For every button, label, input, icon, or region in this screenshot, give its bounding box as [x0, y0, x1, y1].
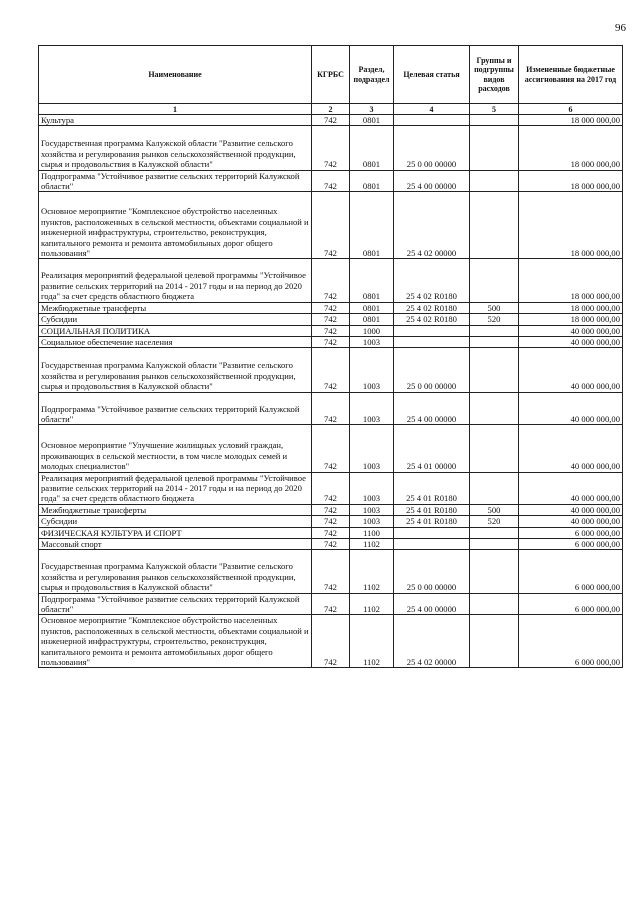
header-section: Раздел, подраздел: [350, 46, 394, 104]
row-name: [39, 516, 312, 527]
row-section: 1102: [350, 550, 394, 593]
row-group: [470, 348, 519, 392]
header-row: [39, 46, 623, 104]
row-target: 25 0 00 00000: [394, 348, 470, 392]
row-name: [39, 392, 312, 425]
row-name: [39, 504, 312, 515]
row-group: 520: [470, 314, 519, 325]
row-kgrbs: 742: [312, 170, 350, 192]
table-row: [39, 425, 623, 472]
row-kgrbs: 742: [312, 539, 350, 550]
row-name: [39, 348, 312, 392]
row-section: 1003: [350, 336, 394, 347]
row-section: 0801: [350, 314, 394, 325]
table-row: [39, 314, 623, 325]
column-number: 6: [519, 104, 623, 115]
row-section: 1100: [350, 527, 394, 538]
row-name-text: Субсидии: [41, 516, 78, 527]
row-group: 500: [470, 504, 519, 515]
row-amount: 40 000 000,00: [519, 516, 623, 527]
row-group: [470, 425, 519, 472]
row-name: [39, 472, 312, 504]
row-kgrbs: 742: [312, 550, 350, 593]
row-name-text: СОЦИАЛЬНАЯ ПОЛИТИКА: [41, 325, 151, 336]
row-name: [39, 539, 312, 550]
row-target: 25 4 01 R0180: [394, 504, 470, 515]
row-name-text: Государственная программа Калужской области "Развитие сельского хозяйства и регулирования рынков сельскохозяйственной продукции, сырья и продовольствия в Калужской области": [41, 360, 296, 392]
row-section: 1000: [350, 325, 394, 336]
row-section: 0801: [350, 259, 394, 302]
row-section: 1003: [350, 504, 394, 515]
row-kgrbs: 742: [312, 325, 350, 336]
row-name: [39, 336, 312, 347]
row-section: 1003: [350, 392, 394, 425]
row-name: [39, 126, 312, 170]
table-row: [39, 539, 623, 550]
row-target: 25 4 02 R0180: [394, 314, 470, 325]
row-target: 25 0 00 00000: [394, 550, 470, 593]
table-row: [39, 615, 623, 668]
row-name-text: ФИЗИЧЕСКАЯ КУЛЬТУРА И СПОРТ: [41, 527, 182, 538]
header-amount: Измененные бюджетные ассигнования на 2017 год: [519, 46, 623, 104]
table-row: [39, 472, 623, 504]
row-amount: 18 000 000,00: [519, 259, 623, 302]
row-group: [470, 126, 519, 170]
row-name-text: Реализация мероприятий федеральной целевой программы "Устойчивое развитие сельских территорий на 2014 - 2017 годы и на период до 2020 года" за счет средств областного бюджета: [41, 472, 306, 504]
table-row: [39, 504, 623, 515]
row-section: 0801: [350, 115, 394, 126]
row-kgrbs: 742: [312, 126, 350, 170]
column-number: 5: [470, 104, 519, 115]
budget-table: [38, 45, 623, 668]
row-amount: 6 000 000,00: [519, 615, 623, 668]
row-amount: 40 000 000,00: [519, 392, 623, 425]
row-name: [39, 302, 312, 313]
row-name-text: Подпрограмма "Устойчивое развитие сельских территорий Калужской области": [41, 403, 300, 424]
row-section: 1102: [350, 593, 394, 615]
row-name-text: Основное мероприятие "Комплексное обустройство населенных пунктов, расположенных в сельской местности, объектами социальной и инженерной инфраструктуры, строительство, реконструкция, капитального ремонта и ремонта автомобильных дорог общего пользования": [41, 615, 309, 668]
row-target: 25 4 02 00000: [394, 192, 470, 259]
column-number: 2: [312, 104, 350, 115]
row-kgrbs: 742: [312, 259, 350, 302]
row-kgrbs: 742: [312, 504, 350, 515]
row-kgrbs: 742: [312, 516, 350, 527]
table-row: [39, 302, 623, 313]
row-kgrbs: 742: [312, 302, 350, 313]
row-name: [39, 527, 312, 538]
table-row: [39, 516, 623, 527]
row-name-text: Подпрограмма "Устойчивое развитие сельских территорий Калужской области": [41, 170, 300, 192]
page-number: 96: [615, 22, 626, 34]
row-group: [470, 527, 519, 538]
row-target: 25 4 01 R0180: [394, 472, 470, 504]
row-name-text: Межбюджетные трансферты: [41, 504, 147, 515]
row-target: 25 4 02 00000: [394, 615, 470, 668]
row-amount: 18 000 000,00: [519, 314, 623, 325]
row-target: [394, 527, 470, 538]
row-group: [470, 593, 519, 615]
row-name-text: Социальное обеспечение населения: [41, 336, 173, 347]
row-kgrbs: 742: [312, 336, 350, 347]
header-groups: Группы и подгруппы видов расходов: [470, 46, 519, 104]
row-name-text: Массовый спорт: [41, 539, 102, 549]
row-name: [39, 314, 312, 325]
row-kgrbs: 742: [312, 115, 350, 126]
table-row: [39, 348, 623, 392]
table-row: [39, 126, 623, 170]
row-name: [39, 115, 312, 126]
row-name-text: Основное мероприятие "Комплексное обустройство населенных пунктов, расположенных в сельской местности, объектами социальной и инженерной инфраструктуры, строительство, реконструкция, капитального ремонта и ремонта автомобильных дорог общего пользования": [41, 206, 309, 259]
row-name: [39, 325, 312, 336]
table-row: [39, 259, 623, 302]
row-name-text: Субсидии: [41, 314, 78, 325]
table-row: [39, 325, 623, 336]
row-target: 25 4 01 00000: [394, 425, 470, 472]
row-group: [470, 539, 519, 550]
row-target: 25 4 00 00000: [394, 170, 470, 192]
column-number: 1: [39, 104, 312, 115]
row-target: 25 4 02 R0180: [394, 259, 470, 302]
row-group: [470, 392, 519, 425]
row-kgrbs: 742: [312, 192, 350, 259]
row-amount: 6 000 000,00: [519, 539, 623, 550]
row-target: [394, 336, 470, 347]
column-number: 3: [350, 104, 394, 115]
table-row: [39, 192, 623, 259]
row-target: 25 4 00 00000: [394, 392, 470, 425]
row-group: [470, 259, 519, 302]
row-amount: 40 000 000,00: [519, 425, 623, 472]
row-amount: 6 000 000,00: [519, 593, 623, 615]
table-row: [39, 593, 623, 615]
row-name-text: Основное мероприятие "Улучшение жилищных условий граждан, проживающих в сельской местности, в том числе молодых семей и молодых специалистов": [41, 440, 288, 472]
row-section: 0801: [350, 192, 394, 259]
row-amount: 18 000 000,00: [519, 302, 623, 313]
header-target: Целевая статья: [394, 46, 470, 104]
row-kgrbs: 742: [312, 615, 350, 668]
table-row: [39, 527, 623, 538]
row-kgrbs: 742: [312, 425, 350, 472]
row-amount: 6 000 000,00: [519, 550, 623, 593]
row-name: [39, 170, 312, 192]
row-section: 1102: [350, 615, 394, 668]
row-section: 0801: [350, 126, 394, 170]
row-kgrbs: 742: [312, 348, 350, 392]
row-target: 25 0 00 00000: [394, 126, 470, 170]
row-amount: 40 000 000,00: [519, 348, 623, 392]
row-name-text: Реализация мероприятий федеральной целевой программы "Устойчивое развитие сельских территорий на 2014 - 2017 годы и на период до 2020 года" за счет средств областного бюджета: [41, 270, 306, 302]
row-amount: 40 000 000,00: [519, 504, 623, 515]
row-target: [394, 115, 470, 126]
row-amount: 40 000 000,00: [519, 472, 623, 504]
row-group: [470, 615, 519, 668]
row-group: 520: [470, 516, 519, 527]
row-group: [470, 472, 519, 504]
row-target: 25 4 02 R0180: [394, 302, 470, 313]
column-number: 4: [394, 104, 470, 115]
row-kgrbs: 742: [312, 593, 350, 615]
row-name-text: Государственная программа Калужской области "Развитие сельского хозяйства и регулирования рынков сельскохозяйственной продукции, сырья и продовольствия в Калужской области": [41, 138, 296, 170]
row-name-text: Межбюджетные трансферты: [41, 302, 147, 313]
row-section: 1003: [350, 425, 394, 472]
row-name: [39, 192, 312, 259]
row-amount: 18 000 000,00: [519, 126, 623, 170]
row-section: 1003: [350, 348, 394, 392]
header-name: Наименование: [39, 46, 312, 104]
row-group: [470, 192, 519, 259]
row-kgrbs: 742: [312, 392, 350, 425]
row-section: 1003: [350, 472, 394, 504]
row-name-text: Государственная программа Калужской области "Развитие сельского хозяйства и регулирования рынков сельскохозяйственной продукции, сырья и продовольствия в Калужской области": [41, 561, 296, 593]
row-group: [470, 170, 519, 192]
row-kgrbs: 742: [312, 472, 350, 504]
row-target: 25 4 00 00000: [394, 593, 470, 615]
row-amount: 40 000 000,00: [519, 336, 623, 347]
row-group: [470, 115, 519, 126]
row-amount: 18 000 000,00: [519, 192, 623, 259]
row-name: [39, 593, 312, 615]
row-name: [39, 425, 312, 472]
row-target: [394, 539, 470, 550]
row-amount: 40 000 000,00: [519, 325, 623, 336]
row-group: [470, 550, 519, 593]
header-kgrbs: КГРБС: [312, 46, 350, 104]
table-row: [39, 550, 623, 593]
row-name: [39, 550, 312, 593]
table-row: [39, 170, 623, 192]
row-section: 0801: [350, 170, 394, 192]
row-target: [394, 325, 470, 336]
row-kgrbs: 742: [312, 527, 350, 538]
table-row: [39, 336, 623, 347]
row-amount: 18 000 000,00: [519, 115, 623, 126]
row-group: 500: [470, 302, 519, 313]
row-name: [39, 615, 312, 668]
row-group: [470, 336, 519, 347]
row-name: [39, 259, 312, 302]
row-section: 1102: [350, 539, 394, 550]
row-kgrbs: 742: [312, 314, 350, 325]
row-section: 1003: [350, 516, 394, 527]
table-row: [39, 392, 623, 425]
row-name-text: Культура: [41, 115, 74, 125]
row-amount: 6 000 000,00: [519, 527, 623, 538]
row-amount: 18 000 000,00: [519, 170, 623, 192]
column-number-row: [39, 104, 623, 115]
table-row: [39, 115, 623, 126]
row-section: 0801: [350, 302, 394, 313]
row-name-text: Подпрограмма "Устойчивое развитие сельских территорий Калужской области": [41, 593, 300, 615]
row-group: [470, 325, 519, 336]
row-target: 25 4 01 R0180: [394, 516, 470, 527]
